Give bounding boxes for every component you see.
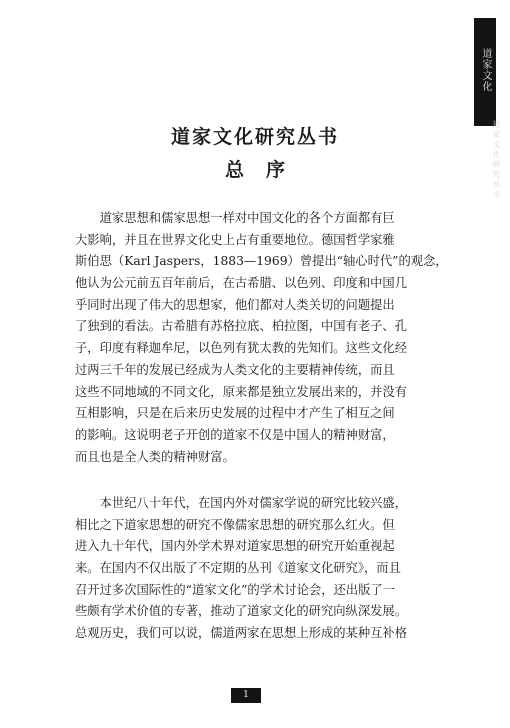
text-line: 总观历史，我们可以说，儒道两家在思想上形成的某种互补格 <box>75 626 408 641</box>
text-line: 来。在国内不仅出版了不定期的丛刊《道家文化研究》，而且 <box>75 561 401 576</box>
paragraph-1 <box>75 208 453 468</box>
text-line: 本世纪八十年代，在国内外对儒家学说的研究比较兴盛， <box>75 496 408 510</box>
text-line: 相比之下道家思想的研究不像儒家思想的研究那么红火。但 <box>75 517 395 532</box>
text-line: 乎同时出现了伟大的思想家，他们都对人类关切的问题提出 <box>75 297 395 312</box>
text-line: 斯伯思（Karl Jaspers，1883—1969）曾提出“轴心时代”的观念， <box>75 254 448 269</box>
text-line: 了独到的看法。古希腊有苏格拉底、柏拉图，中国有老子、孔 <box>75 319 408 334</box>
text-line: 互相影响，只是在后来历史发展的过程中才产生了相互之间 <box>75 406 395 421</box>
side-ghost-text: 道家文化研究丛书 <box>492 120 501 200</box>
text-line: 的影响。这说明老子开创的道家不仅是中国人的精神财富， <box>75 427 395 442</box>
text-line: 而且也是全人类的精神财富。 <box>75 449 235 464</box>
text-line: 这些不同地域的不同文化，原来都是独立发展出来的，并没有 <box>75 384 408 399</box>
text-line: 子，印度有释迦牟尼，以色列有犹太教的先知们。这些文化经 <box>75 341 408 356</box>
paragraph-2 <box>75 493 453 645</box>
text-line: 他认为公元前五百年前后，在古希腊、以色列、印度和中国几 <box>75 276 408 291</box>
text-line: 过两三千年的发展已经成为人类文化的主要精神传统，而且 <box>75 362 395 377</box>
text-line: 进入九十年代，国内外学术界对道家思想的研究开始重视起 <box>75 539 395 554</box>
text-line: 道家思想和儒家思想一样对中国文化的各个方面都有巨 <box>75 211 395 225</box>
page-subtitle: 总序 <box>224 159 307 181</box>
text-line: 大影响，并且在世界文化史上占有重要地位。德国哲学家雅 <box>75 232 395 247</box>
side-tab <box>474 18 496 126</box>
side-tab-label: 道家文化 <box>480 48 491 92</box>
page-title: 道家文化研究丛书 <box>170 126 339 148</box>
page-number: 1 <box>231 688 261 703</box>
text-line: 召开过多次国际性的“道家文化”的学术讨论会，还出版了一 <box>75 582 395 597</box>
text-line: 些颇有学术价值的专著，推动了道家文化的研究向纵深发展。 <box>75 604 408 619</box>
